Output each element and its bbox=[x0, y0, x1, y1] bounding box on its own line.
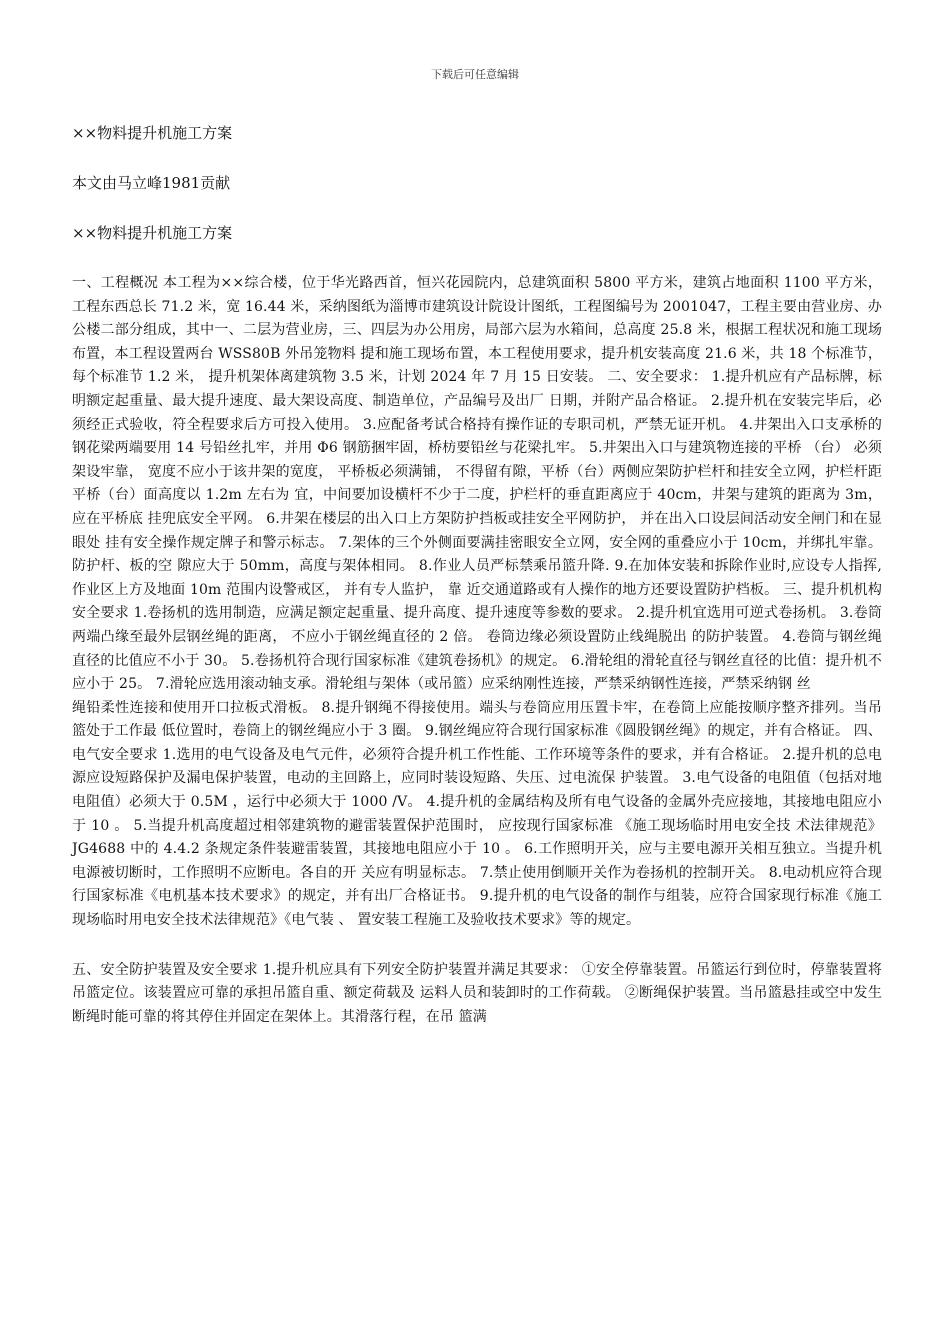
section-gap bbox=[72, 933, 882, 959]
paragraph-mechanism-electrical: 绳铅柔性连接和使用开口拉板式滑板。 8.提升钢绳不得接使用。端头与卷筒应用压置卡牢，在卷筒上应能按顺序整齐排列。当吊篮处于工作最 低位置时，卷筒上的钢丝绳应小于 3 圈。 9.钢丝绳应符合现行国家标准《圆股钢丝绳》的规定，并有合格证。 四、电气安全要求 1.选用的电气设备及电气元件，必须符合提升机工作性能、工作环境等条件的要求，并有合格证。 2.提升机的总电源应设短路保护及漏电保护装置，电动的主回路上，应同时装设短路、失压、过电流保 护装置。 3.电气设备的电阻值（包括对地电阻值）必须大于 0.5M ，运行中必须大于 1000 /V。 4.提升机的金属结构及所有电气设备的金属外壳应接地，其接地电阻应小于 10 。 5.当提升机高度超过相邻建筑物的避雷装置保护范围时， 应按现行国家标准 《施工现场临时用电安全技 术法律规范》JG4688 中的 4.4.2 条规定条件装避雷装置，其接地电阻应小于 10 。 6.工作照明开关，应与主要电源开关相互独立。当提升机电源被切断时，工作照明不应断电。各自的开 关应有明显标志。 7.禁止使用倒顺开关作为卷扬机的控制开关。 8.电动机应符合现行国家标准《电机基本技术要求》的规定，并有出厂合格证书。 9.提升机的电气设备的制作与组装，应符合国家现行标准《施工现场临时用电安全技术法律规范》《电气装 、 置安装工程施工及验收技术要求》等的规定。 bbox=[72, 699, 882, 929]
document-title-repeat: ××物料提升机施工方案 bbox=[72, 224, 233, 242]
header-note: 下载后可任意编辑 bbox=[431, 68, 519, 81]
paragraph-overview-safety: 一、工程概况 本工程为××综合楼，位于华光路西首，恒兴花园院内，总建筑面积 5800 平方米，建筑占地面积 1100 平方米，工程东西总长 71.2 米，宽 16.44 米，采纳图纸为淄博市建筑设计院设计图纸，工程图编号为 2001047，工程主要由营业房、办公楼二部分组成，其中一、二层为营业房，三、四层为办公用房，局部六层为水箱间，总高度 25.8 米，根据工程状况和施工现场布置，本工程设置两台 WSS80B 外吊笼物料 提和施工现场布置，本工程使用要求，提升机安装高度 21.6 米，共 18 个标准节，每个标准节 1.2 米， 提升机架体离建筑物 3.5 米，计划 2024 年 7 月 15 日安装。 二、安全要求： 1.提升机应有产品标牌，标明额定起重量、最大提升速度、最大架设高度、制造单位，产品编号及出厂 日期，并附产品合格证。 2.提升机在安装完毕后，必须经正式验收，符全程要求后方可投入使用。 3.应配备考试合格持有操作证的专职司机，严禁无证开机。 4.井架出入口支承桥的钢花梁两端要用 14 号铅丝扎牢，并用 Φ6 钢筋捆牢固，桥枋要铅丝与花梁扎牢。 5.井架出入口与建筑物连接的平桥 （台） 必须架设牢靠， 宽度不应小于该井架的宽度， 平桥板必须满铺， 不得留有隙，平桥（台）两侧应架防护栏杆和挂安全立网，护栏杆距平桥（台）面高度以 1.2m 左右为 宜，中间要加设横杆不少于二度，护栏杆的垂直距离应于 40cm，井架与建筑的距离为 3m，应在平桥底 挂兜底安全平网。 6.井架在楼层的出入口上方架防护挡板或挂安全平网防护， 并在出入口设层间活动安全闸门和在显眼处 挂有安全操作规定牌子和警示标志。 7.架体的三个外侧面要满挂密眼安全立网，安全网的重叠应小于 10cm，并绑扎牢靠。防护杆、板的空 隙应大于 50mm，高度与架体相同。 8.作业人员严标禁乘吊篮升降. 9.在加体安装和拆除作业时,应设专人指挥,作业区上方及地面 10m 范围内设警戒区， 并有专人监护， 靠 近交通道路或有人操作的地方还要设置防护档板。 三、提升机机构安全要求 1.卷扬机的选用制造，应满足额定起重量、提升高度、提升速度等参数的要求。 2.提升机宜选用可逆式卷扬机。 3.卷筒两端凸缘至最外层钢丝绳的距离， 不应小于钢丝绳直径的 2 倍。 卷筒边缘必须设置防止线绳脱出 的防护装置。 4.卷筒与钢丝绳直径的比值应不小于 30。 5.卷扬机符合现行国家标准《建筑卷扬机》的规定。 6.滑轮组的滑轮直径与钢丝直径的比值：提升机不应小于 25。 7.滑轮应选用滚动轴支承。滑轮组与架体（或吊篮）应采纳刚性连接，严禁采纳钢性连接，严禁采纳钢 丝 bbox=[72, 275, 882, 693]
contributor-line: 本文由马立峰1981贡献 bbox=[72, 174, 231, 192]
paragraph-protection-devices: 五、安全防护装置及安全要求 1.提升机应具有下列安全防护装置并满足其要求： ①安全停靠装置。吊篮运行到位时，停靠装置将吊篮定位。该装置应可靠的承担吊篮自重、额定荷载及 运料人员和装卸时的工作荷载。 ②断绳保护装置。当吊篮悬挂或空中发生断绳时能可靠的将其停住并固定在架体上。其滑落行程，在吊 篮满 bbox=[72, 961, 882, 1025]
document-body bbox=[72, 122, 882, 1029]
document-title: ××物料提升机施工方案 bbox=[72, 124, 233, 142]
